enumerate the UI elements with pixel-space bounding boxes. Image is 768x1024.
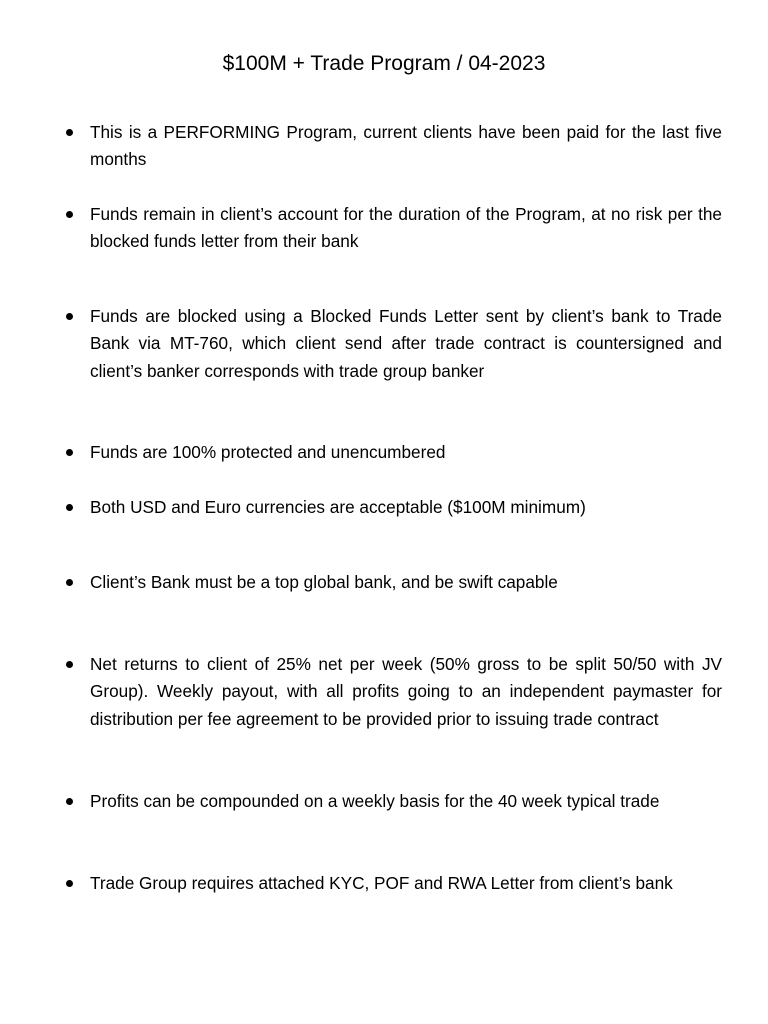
bullet-icon bbox=[66, 569, 76, 579]
list-item: Client’s Bank must be a top global bank, and be swift capable bbox=[90, 572, 558, 592]
list-item: Funds are 100% protected and unencumbered bbox=[90, 442, 446, 462]
list-item: Funds are blocked using a Blocked Funds Letter sent by client’s bank to Trade Bank via MT-760, which client send after trade contract is countersigned and client’s banker corresponds with trade group banker bbox=[90, 306, 722, 381]
bullet-icon bbox=[66, 651, 76, 661]
document-title: $100M + Trade Program / 04-2023 bbox=[222, 52, 546, 75]
bullet-icon bbox=[66, 119, 76, 129]
bullet-icon bbox=[66, 494, 76, 504]
list-item: Funds remain in client’s account for the duration of the Program, at no risk per the blocked funds letter from their bank bbox=[90, 204, 722, 252]
list-item: Both USD and Euro currencies are acceptable ($100M minimum) bbox=[90, 497, 586, 517]
bullet-icon bbox=[66, 439, 76, 449]
bullet-icon bbox=[66, 303, 76, 313]
list-item: Trade Group requires attached KYC, POF and RWA Letter from client’s bank bbox=[90, 873, 673, 893]
list-item: Net returns to client of 25% net per week (50% gross to be split 50/50 with JV Group). Weekly payout, with all profits going to an independent paymaster for distribution per fee agreement to be provided prior to issuing trade contract bbox=[90, 654, 722, 729]
bullet-icon bbox=[66, 201, 76, 211]
list-item: This is a PERFORMING Program, current clients have been paid for the last five months bbox=[90, 122, 722, 170]
bullet-icon bbox=[66, 788, 76, 798]
list-item: Profits can be compounded on a weekly basis for the 40 week typical trade bbox=[90, 791, 660, 811]
bullet-icon bbox=[66, 870, 76, 880]
